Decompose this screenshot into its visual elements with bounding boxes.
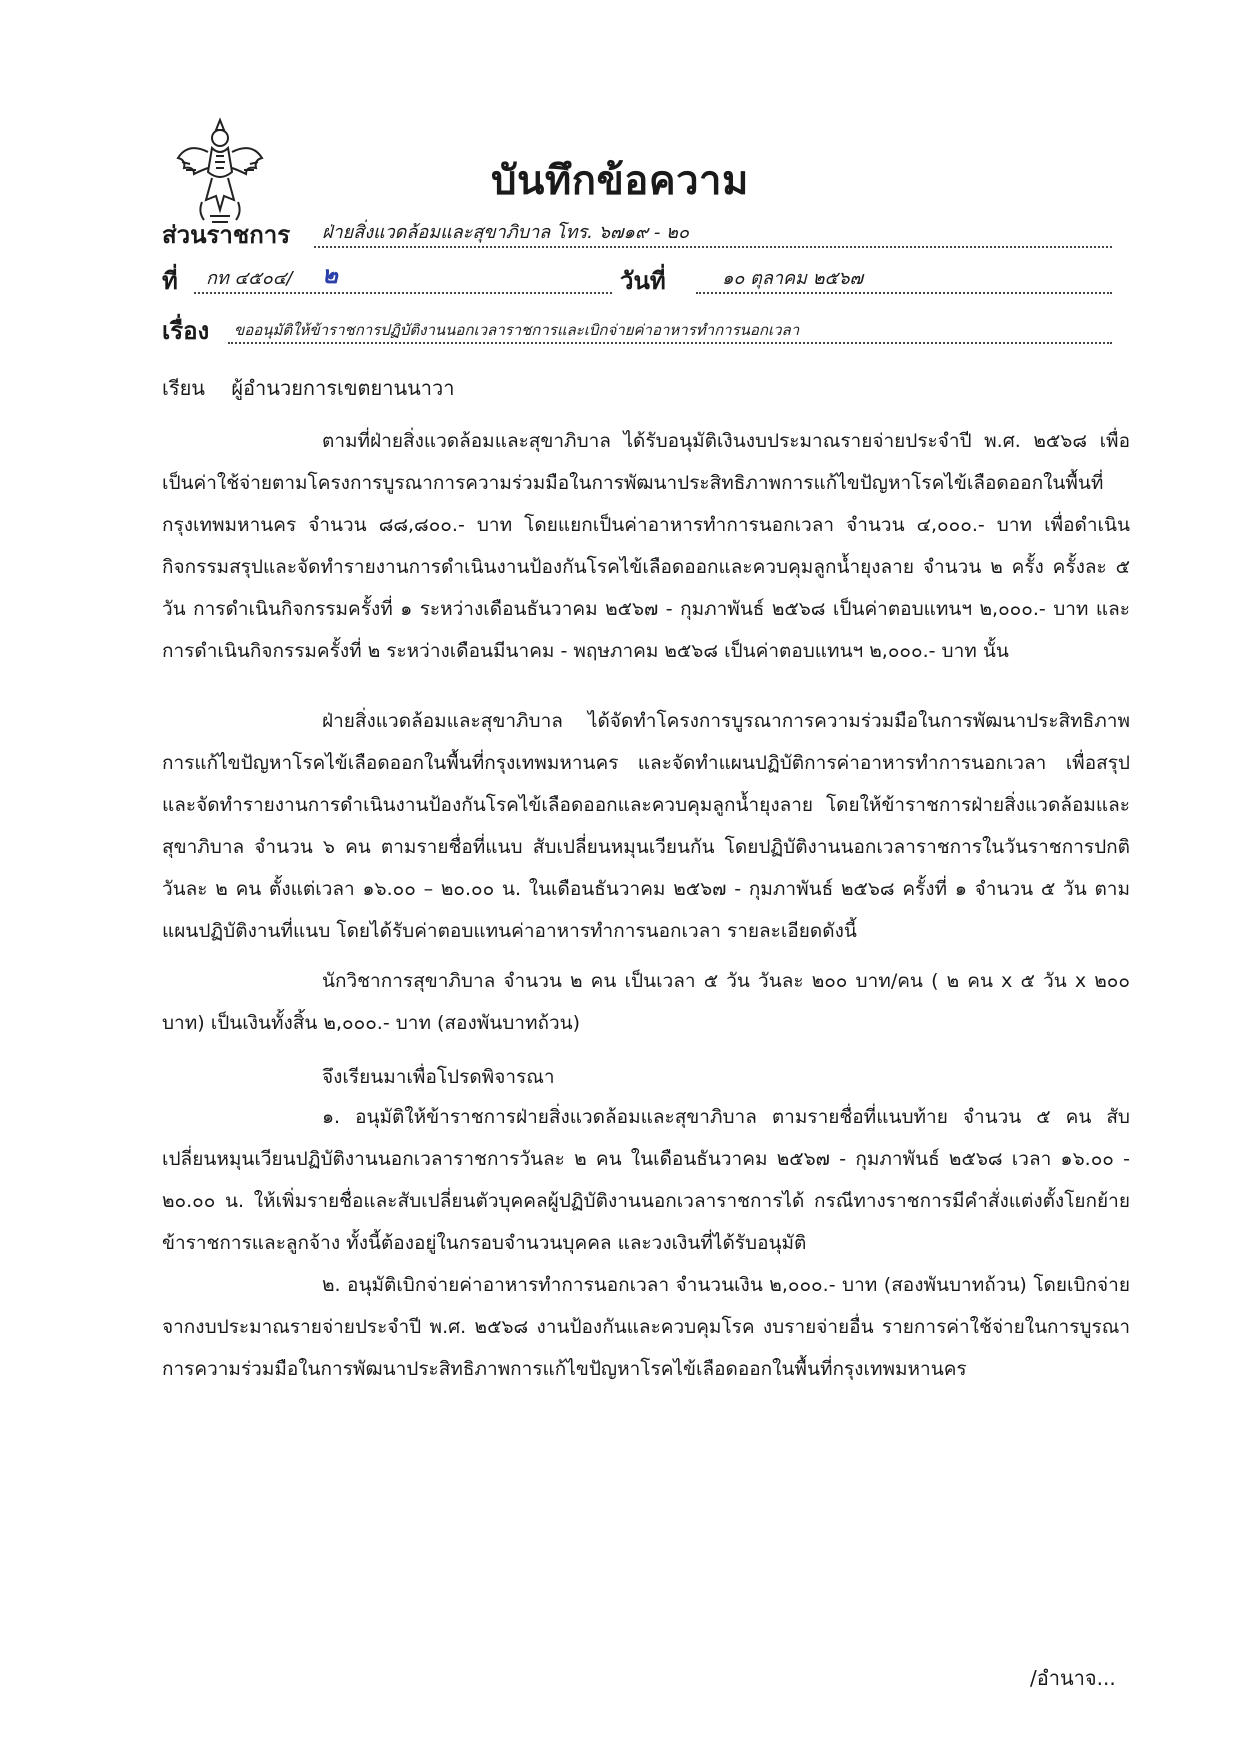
body-paragraph-5: ๑. อนุมัติให้ข้าราชการฝ่ายสิ่งแวดล้อมและสุขาภิบาล ตามรายชื่อที่แนบท้าย จำนวน ๕ คน สับเปลี่ยนหมุนเวียนปฏิบัติงานนอกเวลาราชการวันละ ๒ คน ในเดือนธันวาคม ๒๕๖๗ - กุมภาพันธ์ ๒๕๖๘ เวลา ๑๖.๐๐ - ๒๐.๐๐ น. ให้เพิ่มรายชื่อและสับเปลี่ยนตัวบุคคลผู้ปฏิบัติงานนอกเวลาราชการได้ กรณีทางราชการมีคำสั่งแต่งตั้งโยกย้ายข้าราชการและลูกจ้าง ทั้งนี้ต้องอยู่ในกรอบจำนวนบุคคล และวงเงินที่ได้รับอนุมัติ <box>162 1106 1130 1254</box>
subject-value: ขออนุมัติให้ข้าราชการปฏิบัติงานนอกเวลาราชการและเบิกจ่ายค่าอาหารทำการนอกเวลา <box>234 321 800 339</box>
subject-label: เรื่อง <box>162 317 210 345</box>
reference-label: ที่ <box>162 267 178 295</box>
memo-title: บันทึกข้อความ <box>491 158 749 204</box>
reference-handwritten-number: ๒ <box>322 261 338 289</box>
department-row <box>162 214 1112 254</box>
department-label: ส่วนราชการ <box>162 221 291 249</box>
body-paragraph-1: ตามที่ฝ่ายสิ่งแวดล้อมและสุขาภิบาล ได้รับอนุมัติเงินงบประมาณรายจ่ายประจำปี พ.ศ. ๒๕๖๘ เพื่อเป็นค่าใช้จ่ายตามโครงการบูรณาการความร่วมมือในการพัฒนาประสิทธิภาพการแก้ไขปัญหาโรคไข้เลือดออกในพื้นที่กรุงเทพมหานคร จำนวน ๘๘,๘๐๐.- บาท โดยแยกเป็นค่าอาหารทำการนอกเวลา จำนวน ๔,๐๐๐.- บาท เพื่อดำเนินกิจกรรมสรุปและจัดทำรายงานการดำเนินงานป้องกันโรคไข้เลือดออกและควบคุมลูกน้ำยุงลาย จำนวน ๒ ครั้ง ครั้งละ ๕ วัน การดำเนินกิจกรรมครั้งที่ ๑ ระหว่างเดือนธันวาคม ๒๕๖๗ - กุมภาพันธ์ ๒๕๖๘ เป็นค่าตอบแทนฯ ๒,๐๐๐.- บาท และการดำเนินกิจกรรมครั้งที่ ๒ ระหว่างเดือนมีนาคม - พฤษภาคม ๒๕๖๘ เป็นค่าตอบแทนฯ ๒,๐๐๐.- บาท นั้น <box>162 430 1130 662</box>
salutation-recipient: ผู้อำนวยการเขตยานนาวา <box>231 376 455 400</box>
continuation-marker: /อำนาจ... <box>1030 1666 1116 1690</box>
date-label: วันที่ <box>620 267 666 295</box>
body-paragraph-3: นักวิชาการสุขาภิบาล จำนวน ๒ คน เป็นเวลา ๕ วัน วันละ ๒๐๐ บาท/คน ( ๒ คน x ๕ วัน x ๒๐๐ บาท) เป็นเงินทั้งสิ้น ๒,๐๐๐.- บาท (สองพันบาทถ้วน) <box>162 970 1130 1034</box>
body-paragraph-4: จึงเรียนมาเพื่อโปรดพิจารณา <box>322 1066 555 1088</box>
salutation-label: เรียน <box>162 376 205 400</box>
date-value: ๑๐ ตุลาคม ๒๕๖๗ <box>722 268 864 289</box>
reference-row <box>162 260 1112 300</box>
body-paragraph-2: ฝ่ายสิ่งแวดล้อมและสุขาภิบาล ได้จัดทำโครงการบูรณาการความร่วมมือในการพัฒนาประสิทธิภาพการแก้ไขปัญหาโรคไข้เลือดออกในพื้นที่กรุงเทพมหานคร และจัดทำแผนปฏิบัติการค่าอาหารทำการนอกเวลา เพื่อสรุปและจัดทำรายงานการดำเนินงานป้องกันโรคไข้เลือดออกและควบคุมลูกน้ำยุงลาย โดยให้ข้าราชการฝ่ายสิ่งแวดล้อมและสุขาภิบาล จำนวน ๖ คน ตามรายชื่อที่แนบ สับเปลี่ยนหมุนเวียนกัน โดยปฏิบัติงานนอกเวลาราชการในวันราชการปกติ วันละ ๒ คน ตั้งแต่เวลา ๑๖.๐๐ – ๒๐.๐๐ น. ในเดือนธันวาคม ๒๕๖๗ - กุมภาพันธ์ ๒๕๖๘ ครั้งที่ ๑ จำนวน ๕ วัน ตามแผนปฏิบัติงานที่แนบ โดยได้รับค่าตอบแทนค่าอาหารทำการนอกเวลา รายละเอียดดังนี้ <box>162 710 1130 942</box>
body-paragraph-6: ๒. อนุมัติเบิกจ่ายค่าอาหารทำการนอกเวลา จำนวนเงิน ๒,๐๐๐.- บาท (สองพันบาทถ้วน) โดยเบิกจ่ายจากงบประมาณรายจ่ายประจำปี พ.ศ. ๒๕๖๘ งานป้องกันและควบคุมโรค งบรายจ่ายอื่น รายการค่าใช้จ่ายในการบูรณาการความร่วมมือในการพัฒนาประสิทธิภาพการแก้ไขปัญหาโรคไข้เลือดออกในพื้นที่กรุงเทพมหานคร <box>162 1274 1130 1380</box>
department-value: ฝ่ายสิ่งแวดล้อมและสุขาภิบาล โทร. ๖๗๑๙ - ๒๐ <box>322 222 689 243</box>
subject-row <box>162 310 1112 350</box>
reference-value: กท ๔๕๐๔/ <box>206 268 293 289</box>
salutation <box>162 372 474 404</box>
